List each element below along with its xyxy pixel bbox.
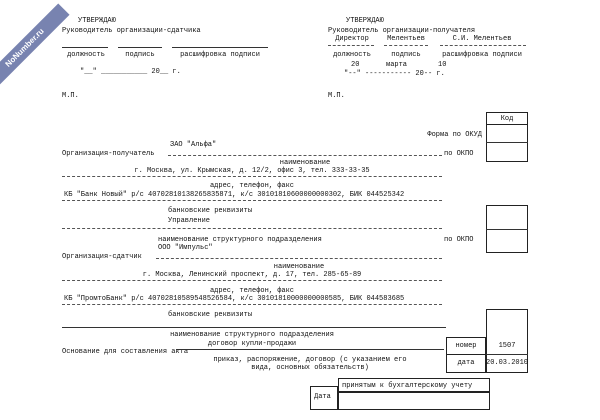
right-signature-line: [384, 45, 428, 46]
receiver-division: Управление: [168, 217, 211, 225]
supplier-name-line: [156, 258, 442, 259]
approve-left-role: Руководитель организации-сдатчика: [62, 27, 201, 35]
supplier-caption-division: наименование структурного подразделения: [170, 331, 334, 339]
receiver-name: ЗАО "Альфа": [170, 141, 217, 149]
supplier-row-label: Организация-сдатчик: [62, 253, 142, 261]
right-signature-value: Мелентьев: [387, 35, 425, 43]
receiver-caption-bank: банковские реквизиты: [168, 207, 253, 215]
approve-right-title: УТВЕРЖДАЮ: [346, 17, 384, 25]
receiver-caption-name: наименование: [279, 159, 331, 167]
left-stamp: М.П.: [62, 92, 79, 100]
left-col-position: должность: [67, 51, 105, 59]
receiver-bank-line: [62, 200, 442, 201]
basis-doc: договор купли-продажи: [207, 340, 297, 348]
right-date-month: марта: [386, 61, 408, 69]
right-position-value: Директор: [335, 35, 369, 43]
receiver-address-line: [62, 176, 442, 177]
watermark: NoNumber.ru: [0, 3, 70, 92]
receiver-division-line: [62, 228, 442, 229]
right-col-signature: подпись: [391, 51, 421, 59]
code-box-receiver-divider: [486, 229, 528, 230]
supplier-caption-address: адрес, телефон, факс: [209, 287, 294, 295]
left-decode-line: [172, 47, 268, 48]
accounting-accepted-label: принятым к бухгалтерскому учету: [342, 382, 473, 390]
receiver-division-okpo: по ОКПО: [444, 236, 474, 244]
right-stamp: М.П.: [328, 92, 345, 100]
supplier-address-line: [62, 280, 442, 281]
left-col-decode: расшифровка подписи: [180, 51, 260, 59]
basis-caption: приказ, распоряжение, договор (с указанием его вида, основных обязательств): [213, 356, 407, 372]
left-position-line: [62, 47, 108, 48]
supplier-address: г. Москва, Ленинский проспект, д. 17, тел. 285-65-89: [142, 271, 362, 279]
receiver-address: г. Москва, ул. Крымская, д. 12/2, офис 3, тел. 333-33-35: [134, 167, 370, 175]
basis-date-value: 20.03.2010: [486, 359, 529, 367]
basis-row-label: Основание для составления акта: [62, 348, 189, 356]
receiver-caption-address: адрес, телефон, факс: [209, 182, 294, 190]
supplier-name: ООО "Импульс": [158, 244, 213, 252]
supplier-bank: КБ "ПромтоБанк" р/с 40702810589548526584, к/с 30101810000000000585, БИК 044583685: [64, 295, 405, 303]
basis-doc-line: [176, 349, 444, 350]
basis-number-label: номер: [455, 342, 477, 350]
right-position-line: [328, 45, 374, 46]
okud-label: Форма по ОКУД: [427, 131, 482, 139]
right-date-line: "--" ----------- 20-- г.: [344, 70, 445, 78]
receiver-name-line: [168, 155, 442, 156]
right-date-year: 10: [438, 61, 447, 69]
left-signature-line: [118, 47, 162, 48]
right-col-decode: расшифровка подписи: [442, 51, 522, 59]
accounting-value-cell: [338, 392, 490, 410]
basis-number-divider: [486, 354, 528, 355]
right-decode-value: С.И. Мелентьев: [452, 35, 512, 43]
supplier-caption-bank: банковские реквизиты: [168, 311, 253, 319]
approve-left-title: УТВЕРЖДАЮ: [78, 17, 116, 25]
left-date-line: "__" ___________ 20__ г.: [80, 68, 181, 76]
code-header: Код: [500, 115, 514, 123]
basis-date-label: дата: [457, 359, 475, 367]
left-col-signature: подпись: [125, 51, 155, 59]
right-date-day: 20: [351, 61, 360, 69]
basis-number-value: 1507: [498, 342, 516, 350]
accounting-date-label: Дата: [314, 393, 331, 401]
receiver-caption-division: наименование структурного подразделения: [158, 236, 322, 244]
receiver-row-label: Организация-получатель: [62, 150, 155, 158]
approve-right-role: Руководитель организации-получателя: [328, 27, 476, 35]
supplier-bank-line: [62, 304, 442, 305]
receiver-okpo-label: по ОКПО: [444, 150, 474, 158]
receiver-bank: КБ "Банк Новый" р/с 40702810138265835871, к/с 30101810600000000302, БИК 044525342: [64, 191, 405, 199]
code-box-top: [486, 124, 528, 162]
supplier-division-line: [62, 327, 446, 328]
supplier-caption-name: наименование: [273, 263, 325, 271]
right-col-position: должность: [333, 51, 371, 59]
right-decode-line: [440, 45, 526, 46]
code-box-divider: [486, 142, 528, 143]
